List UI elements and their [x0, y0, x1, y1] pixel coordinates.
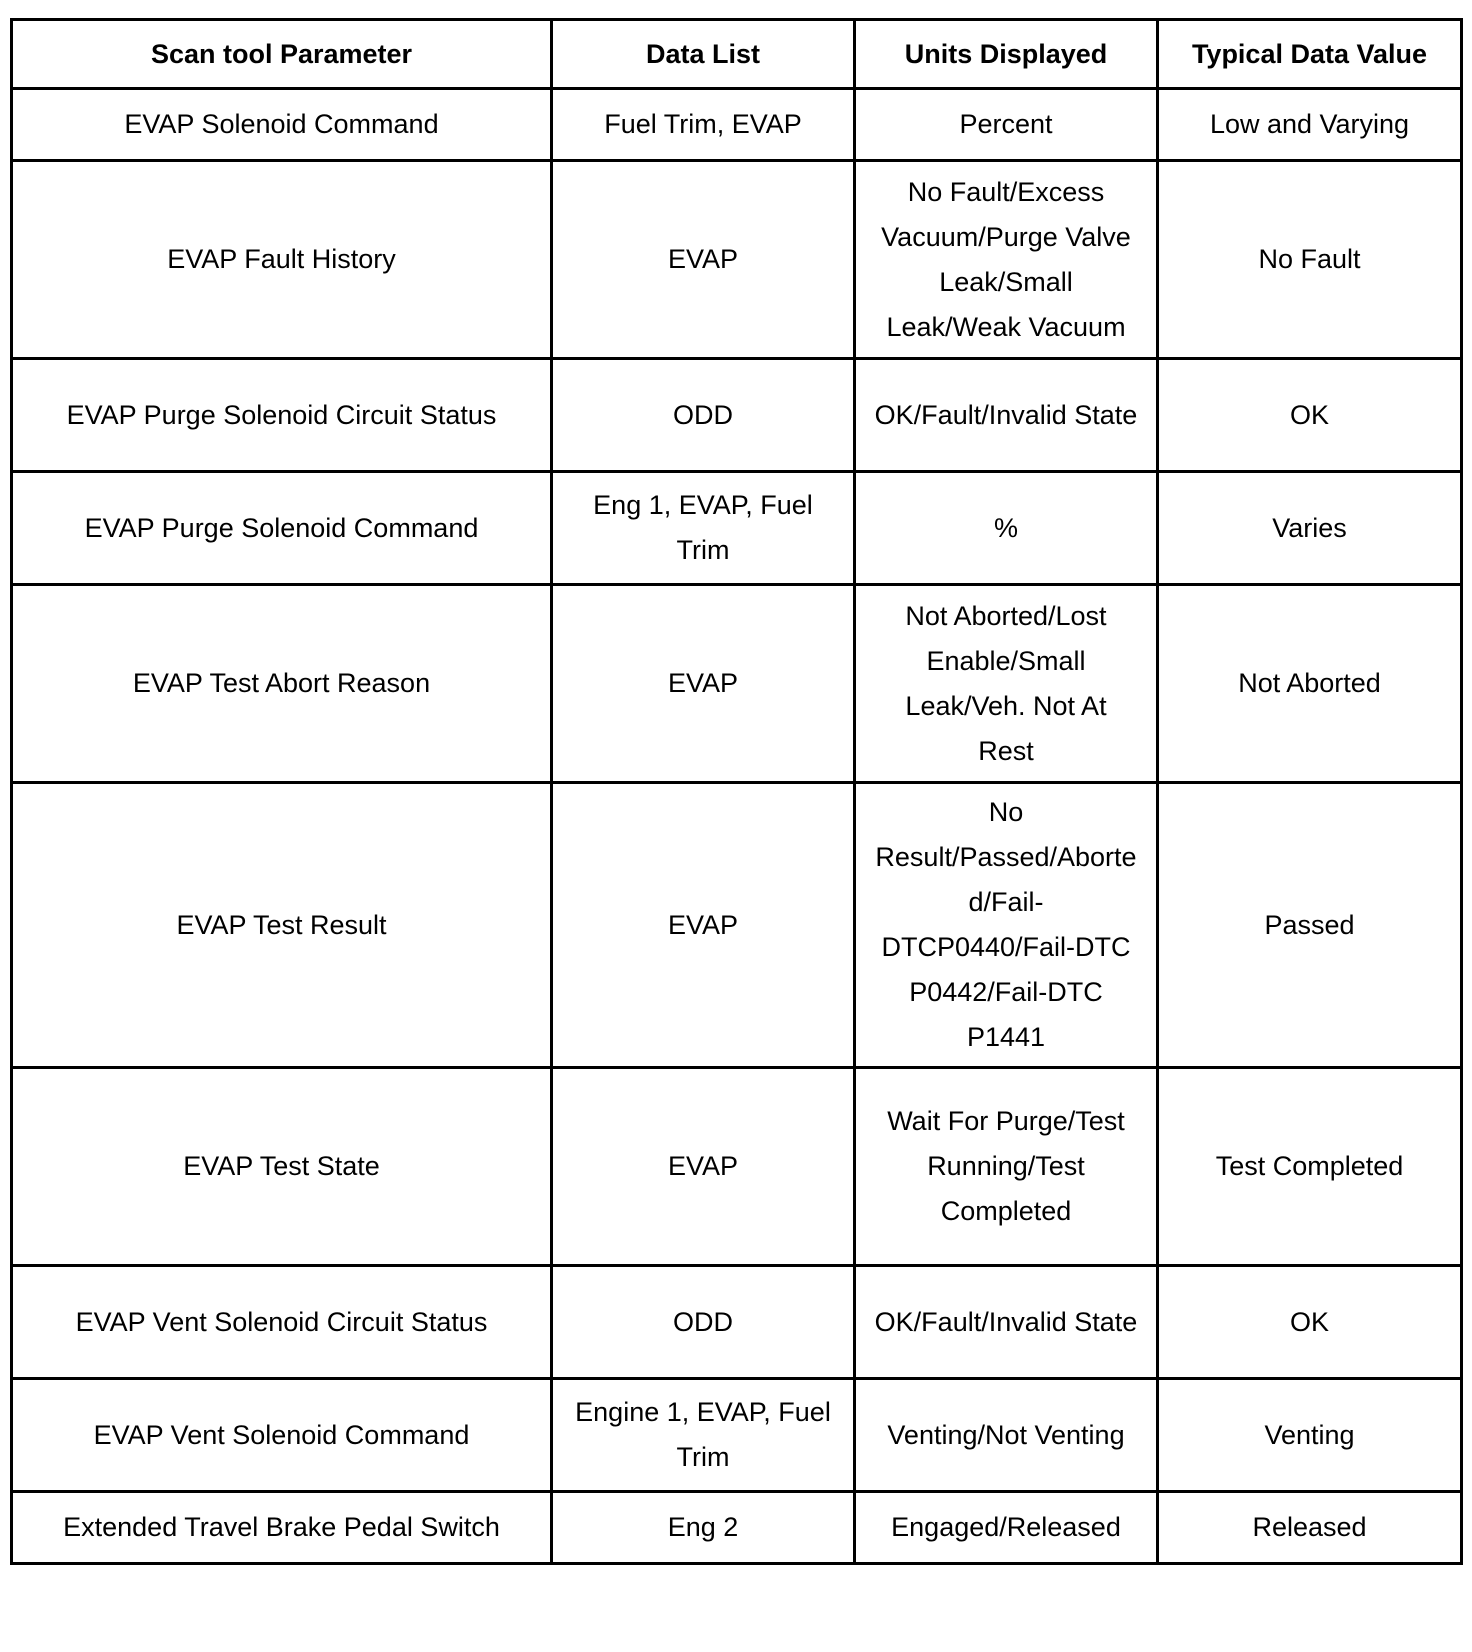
cell-parameter: EVAP Fault History — [12, 161, 552, 359]
cell-typical: Venting — [1158, 1379, 1462, 1492]
cell-parameter: EVAP Vent Solenoid Circuit Status — [12, 1266, 552, 1379]
table-row — [12, 783, 1462, 1068]
scan-tool-data-table — [10, 18, 1463, 1565]
header-row — [12, 20, 1462, 89]
cell-typical: Varies — [1158, 472, 1462, 585]
header-data-list: Data List — [552, 20, 855, 89]
cell-data-list: Engine 1, EVAP, Fuel Trim — [552, 1379, 855, 1492]
table-header — [12, 20, 1462, 89]
cell-typical: No Fault — [1158, 161, 1462, 359]
header-scan-tool-parameter: Scan tool Parameter — [12, 20, 552, 89]
table-row — [12, 89, 1462, 161]
cell-parameter: EVAP Vent Solenoid Command — [12, 1379, 552, 1492]
table-row — [12, 585, 1462, 783]
cell-parameter: EVAP Test State — [12, 1068, 552, 1266]
cell-data-list: ODD — [552, 359, 855, 472]
table-row — [12, 1492, 1462, 1564]
cell-units: Not Aborted/Lost Enable/Small Leak/Veh. Not At Rest — [855, 585, 1158, 783]
table-row — [12, 1379, 1462, 1492]
cell-data-list: ODD — [552, 1266, 855, 1379]
cell-parameter: EVAP Purge Solenoid Command — [12, 472, 552, 585]
cell-units: OK/Fault/Invalid State — [855, 359, 1158, 472]
table-row — [12, 472, 1462, 585]
cell-units: Engaged/Released — [855, 1492, 1158, 1564]
cell-typical: OK — [1158, 1266, 1462, 1379]
cell-typical: Low and Varying — [1158, 89, 1462, 161]
cell-data-list: EVAP — [552, 161, 855, 359]
cell-data-list: Fuel Trim, EVAP — [552, 89, 855, 161]
cell-parameter: EVAP Solenoid Command — [12, 89, 552, 161]
header-units-displayed: Units Displayed — [855, 20, 1158, 89]
cell-data-list: EVAP — [552, 783, 855, 1068]
cell-typical: Passed — [1158, 783, 1462, 1068]
cell-data-list: EVAP — [552, 1068, 855, 1266]
cell-units: No Fault/Excess Vacuum/Purge Valve Leak/Small Leak/Weak Vacuum — [855, 161, 1158, 359]
cell-units: Wait For Purge/Test Running/Test Completed — [855, 1068, 1158, 1266]
cell-units: OK/Fault/Invalid State — [855, 1266, 1158, 1379]
cell-typical: Not Aborted — [1158, 585, 1462, 783]
cell-units: No Result/Passed/Aborted/Fail-DTCP0440/Fail-DTC P0442/Fail-DTC P1441 — [855, 783, 1158, 1068]
cell-data-list: Eng 2 — [552, 1492, 855, 1564]
table-body — [12, 89, 1462, 1564]
table-row — [12, 1266, 1462, 1379]
cell-parameter: Extended Travel Brake Pedal Switch — [12, 1492, 552, 1564]
cell-units: Venting/Not Venting — [855, 1379, 1158, 1492]
table-row — [12, 1068, 1462, 1266]
cell-data-list: Eng 1, EVAP, Fuel Trim — [552, 472, 855, 585]
cell-units: % — [855, 472, 1158, 585]
header-typical-data-value: Typical Data Value — [1158, 20, 1462, 89]
cell-parameter: EVAP Test Result — [12, 783, 552, 1068]
table-row — [12, 359, 1462, 472]
cell-parameter: EVAP Purge Solenoid Circuit Status — [12, 359, 552, 472]
cell-data-list: EVAP — [552, 585, 855, 783]
table-row — [12, 161, 1462, 359]
cell-typical: Test Completed — [1158, 1068, 1462, 1266]
cell-typical: OK — [1158, 359, 1462, 472]
cell-parameter: EVAP Test Abort Reason — [12, 585, 552, 783]
cell-units: Percent — [855, 89, 1158, 161]
cell-typical: Released — [1158, 1492, 1462, 1564]
